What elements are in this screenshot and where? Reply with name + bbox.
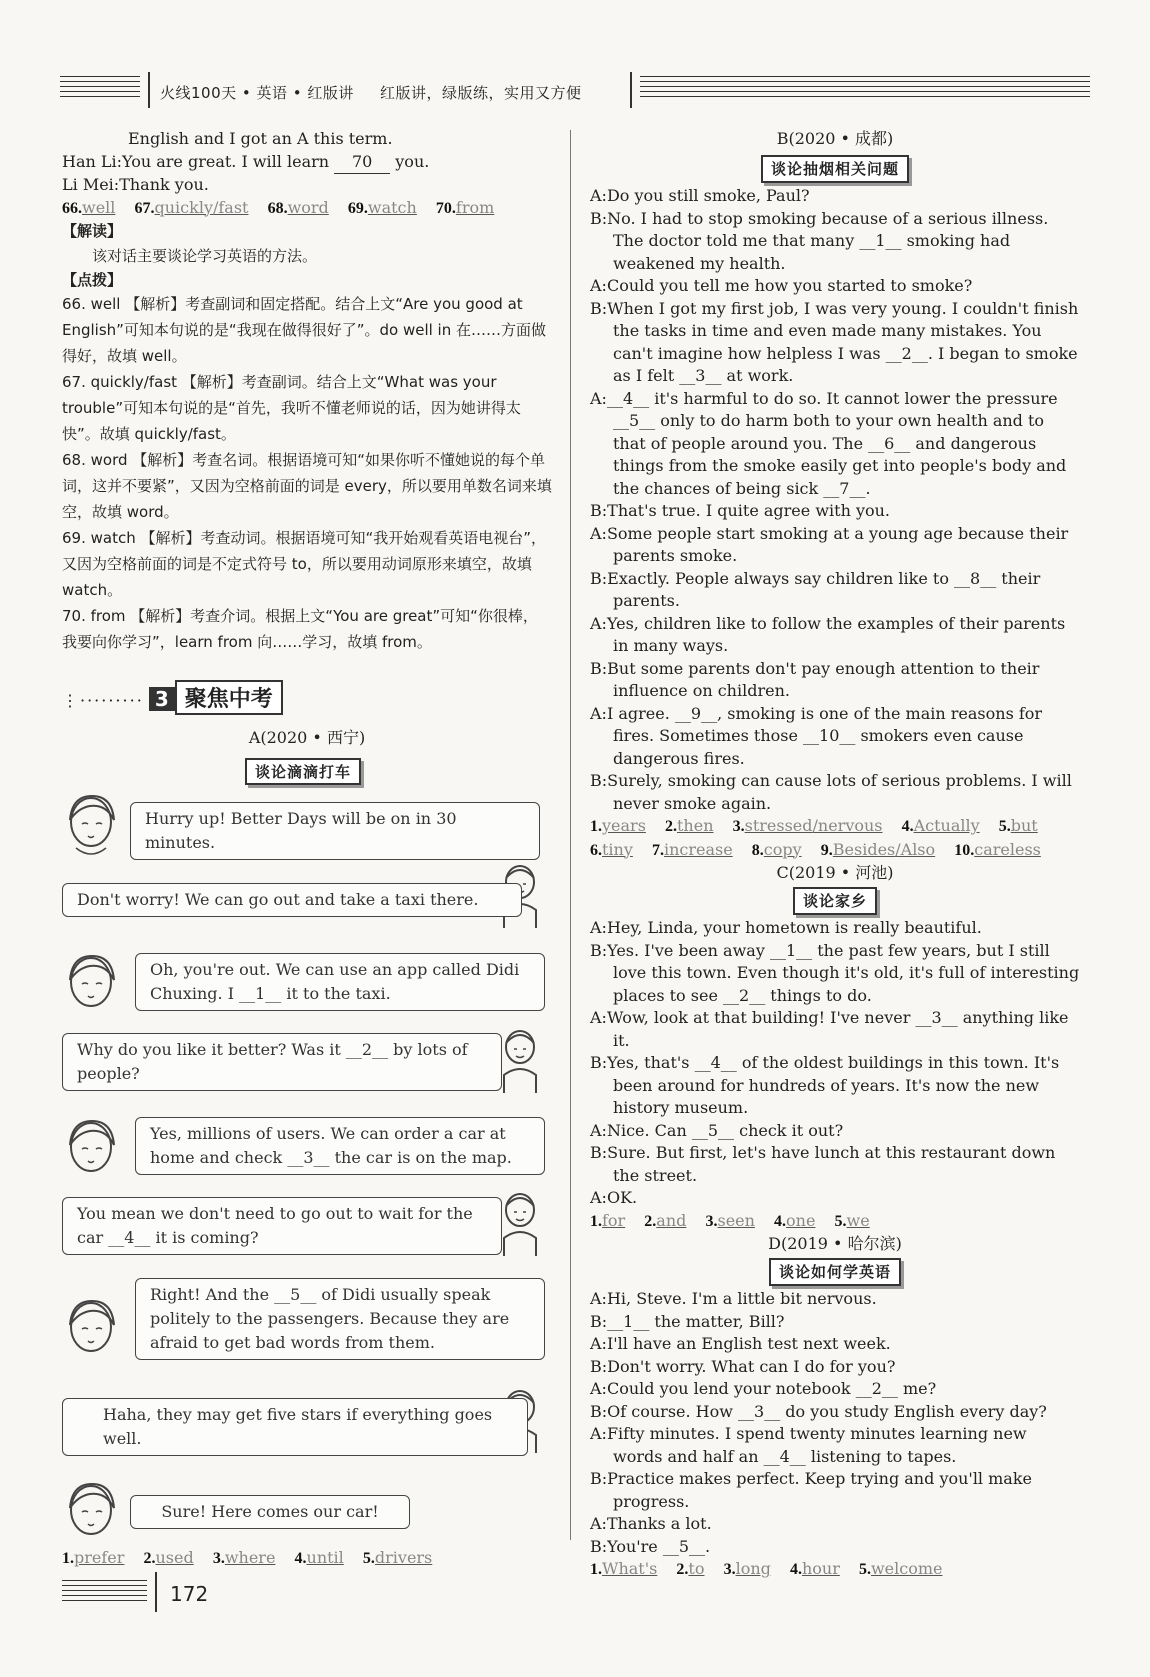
boy-avatar-icon — [496, 1025, 544, 1095]
dialog-line: English and I got an A this term. — [128, 129, 393, 148]
answer-row: 1.for 2.and 3.seen 4.one 5.we — [590, 1210, 870, 1230]
dialog-line: A:Some people start smoking at a young age because their parents smoke. — [590, 523, 1069, 565]
dialog-line: A:I'll have an English test next week. — [590, 1334, 891, 1353]
part-b-topic — [590, 155, 1080, 184]
dialog-text: Han Li:You are great. I will learn — [62, 151, 330, 171]
jiedu-label: 【解读】 — [62, 222, 123, 240]
dialog-line: B:__1__ the matter, Bill? — [590, 1311, 785, 1331]
dialog-line: A:Wow, look at that building! I've never __3__ anything like it. — [590, 1008, 1069, 1050]
answer: but — [1010, 816, 1038, 835]
answer: used — [155, 1548, 194, 1567]
dialog-line: B:Of course. How __3__ do you study English every day? — [590, 1401, 1047, 1421]
dialog-line: A:Hi, Steve. I'm a little bit nervous. — [590, 1289, 877, 1308]
explanation: 69. watch 【解析】考查动词。根据语境可知“我开始观看英语电视台”，又因为空格前面的词是不定式符号 to，所以要用动词原形来填空，故填 watch。 — [62, 529, 547, 599]
topic-box: 谈论家乡 — [793, 887, 877, 916]
speech-bubble: Haha, they may get five stars if everything goes well. — [62, 1398, 528, 1456]
speech-bubble: Hurry up! Better Days will be on in 30 minutes. — [130, 802, 540, 860]
dialog-line: A:Fifty minutes. I spend twenty minutes learning new words and half an __4__ listening to tapes. — [590, 1424, 1027, 1466]
dialog-line: B:Yes. I've been away __1__ the past few years, but I still love this town. Even though it's old, it's full of interesting places to see __2__ things to do. — [590, 940, 1080, 1005]
speech-bubble: Right! And the __5__ of Didi usually speak politely to the passengers. Because they are afraid to get bad words from them. — [135, 1278, 545, 1360]
part-a-answers: 1.prefer 2.used 3.where 4.until 5.drivers — [62, 1548, 433, 1567]
answer: then — [677, 816, 714, 835]
dialog-line: A:OK. — [590, 1188, 638, 1207]
dialog-line: B:Yes, that's __4__ of the oldest buildings in this town. It's been around for hundreds of years. It's now the new history museum. — [590, 1053, 1060, 1117]
section-number: 3 — [149, 687, 175, 711]
answer: quickly/fast — [154, 197, 249, 217]
speech-bubble: Why do you like it better? Was it __2__ by lots of people? — [62, 1033, 502, 1091]
girl-avatar-icon — [60, 1115, 122, 1185]
topic-box: 谈论抽烟相关问题 — [761, 155, 909, 184]
answer-row: 66.well 67.quickly/fast 68.word 69.watch 70.from — [62, 197, 495, 217]
answer: welcome — [870, 1559, 943, 1578]
part-b-heading: B(2020 • 成都) — [776, 129, 894, 148]
dialog-line: A:Could you lend your notebook __2__ me? — [590, 1379, 937, 1398]
girl-avatar-icon — [60, 950, 122, 1020]
answer: word — [287, 197, 329, 217]
footer-lines — [62, 1580, 147, 1605]
speech-bubble: Don't worry! We can go out and take a taxi there. — [62, 883, 522, 917]
answer: seen — [717, 1210, 755, 1230]
dialog-line: A:Yes, children like to follow the examples of their parents in many ways. — [590, 613, 1066, 655]
answer: Besides/Also — [832, 839, 936, 859]
topic-box: 谈论滴滴打车 — [245, 758, 361, 785]
answer: where — [224, 1548, 276, 1567]
part-d-heading: D(2019 • 哈尔滨) — [768, 1234, 902, 1253]
answer: stressed/nervous — [744, 816, 883, 835]
right-column — [590, 128, 1080, 1582]
dialog-line: A:Hey, Linda, your hometown is really beautiful. — [590, 918, 982, 937]
explanation: 66. well 【解析】考查副词和固定搭配。结合上文“Are you good at English”可知本句说的是“我现在做得很好了”。do well in 在……方面做得好，故填 well。 — [62, 295, 546, 365]
answer-row: 6.tiny 7.increase 8.copy 9.Besides/Also 10.careless — [590, 839, 1041, 859]
dialog-line: B:Don't worry. What can I do for you? — [590, 1356, 896, 1376]
answer-row: 1.years 2.then 3.stressed/nervous 4.Actually 5.but — [590, 816, 1038, 835]
answer: until — [306, 1548, 344, 1567]
answer: hour — [801, 1559, 840, 1578]
section-title: 聚焦中考 — [175, 680, 283, 715]
answer-row: 1.What's 2.to 3.long 4.hour 5.welcome — [590, 1559, 943, 1578]
header-slogan: 红版讲，绿版练，实用又方便 — [380, 84, 582, 102]
dialog-line: B:Sure. But first, let's have lunch at this restaurant down the street. — [590, 1143, 1056, 1185]
dialog-line: B:No. I had to stop smoking because of a serious illness. The doctor told me that many __1__ smoking had weakened my health. — [590, 208, 1049, 273]
girl-avatar-icon — [60, 1295, 122, 1365]
dialog-line: A:__4__ it's harmful to do so. It cannot lower the pressure __5__ only to do harm both to your own health and to that of people around you. The __6__ and dangerous things from the smoke easily get into people's body and the chances of being sick __7__. — [590, 388, 1067, 498]
dialog-line: B:That's true. I quite agree with you. — [590, 501, 891, 520]
girl-avatar-icon — [60, 1478, 122, 1548]
answer: one — [786, 1210, 816, 1230]
header-divider-right — [630, 72, 632, 108]
section-3-heading: ⋮········· 3 聚焦中考 — [62, 680, 283, 715]
speech-bubble: Yes, millions of users. We can order a car at home and check __3__ the car is on the map. — [135, 1117, 545, 1175]
explanation: 67. quickly/fast 【解析】考查副词。结合上文“What was your trouble”可知本句说的是“首先，我听不懂老师说的话，因为她讲得太快”。故填 quickly/fast。 — [62, 373, 521, 443]
part-a-topic — [245, 758, 361, 785]
answer: watch — [367, 197, 417, 217]
jiedu-text: 该对话主要谈论学习英语的方法。 — [92, 246, 318, 265]
dianbo-label: 【点拨】 — [62, 270, 123, 289]
answer: from — [455, 197, 495, 217]
explanation: 70. from 【解析】考查介词。根据上文“You are great”可知“你很棒，我要向你学习”，learn from 向……学习，故填 from。 — [62, 607, 538, 651]
answer: we — [846, 1210, 870, 1230]
answer: drivers — [374, 1548, 433, 1567]
part-c-heading: C(2019 • 河池) — [776, 863, 894, 882]
dialog-line: A:Do you still smoke, Paul? — [590, 186, 810, 205]
dialog-line: A:Could you tell me how you started to smoke? — [590, 276, 973, 295]
left-column-top — [62, 128, 552, 655]
answer: well — [82, 197, 116, 217]
answer: copy — [763, 839, 802, 859]
answer: prefer — [74, 1548, 125, 1567]
dialog-line: B:Exactly. People always say children like to __8__ their parents. — [590, 568, 1041, 610]
answer: Actually — [913, 816, 980, 835]
answer: for — [602, 1210, 626, 1230]
dialog-line: Li Mei:Thank you. — [62, 175, 209, 194]
answer: long — [735, 1559, 771, 1578]
blank-70: 70 — [334, 151, 390, 175]
part-c-topic — [590, 887, 1080, 916]
answer: to — [688, 1559, 705, 1578]
footer-divider — [155, 1572, 157, 1612]
explanation: 68. word 【解析】考查名词。根据语境可知“如果你听不懂她说的每个单词，这并不要紧”，又因为空格前面的词是 every，所以要用单数名词来填空，故填 word。 — [62, 451, 552, 521]
girl-avatar-icon — [60, 790, 122, 860]
dialog-line — [62, 151, 552, 175]
dialog-line: B:But some parents don't pay enough attention to their influence on children. — [590, 658, 1040, 700]
dialog-line: A:I agree. __9__, smoking is one of the main reasons for fires. Sometimes those __10__ smokers even cause dangerous fires. — [590, 703, 1043, 768]
dialog-line: B:Surely, smoking can cause lots of serious problems. I will never smoke again. — [590, 771, 1072, 813]
answer: tiny — [602, 839, 633, 859]
dialog-line: B:You're __5__. — [590, 1536, 711, 1556]
answer: What's — [602, 1559, 658, 1578]
answer: increase — [663, 839, 733, 859]
header-left-lines — [60, 76, 140, 101]
page-number: 172 — [170, 1582, 209, 1606]
topic-box: 谈论如何学英语 — [769, 1258, 901, 1287]
dialog-line: B:Practice makes perfect. Keep trying and you'll make progress. — [590, 1469, 1033, 1511]
book-title: 火线100天 • 英语 • 红版讲 — [160, 84, 354, 102]
dialog-line: B:When I got my first job, I was very young. I couldn't finish the tasks in time and even made many mistakes. You can't imagine how helpless I was __2__. I began to smoke as I felt __3__ at work. — [590, 298, 1079, 385]
part-a-heading: A(2020 • 西宁) — [248, 728, 366, 747]
dialog-line: A:Nice. Can __5__ check it out? — [590, 1120, 844, 1140]
answer: and — [656, 1210, 687, 1230]
part-d-topic — [590, 1258, 1080, 1287]
header-right-lines — [640, 76, 1090, 101]
speech-bubble: You mean we don't need to go out to wait for the car __4__ it is coming? — [62, 1197, 502, 1255]
dialog-text: you. — [395, 151, 430, 171]
answer: careless — [974, 839, 1041, 859]
column-divider — [570, 130, 571, 1540]
header-divider-left — [148, 72, 150, 108]
answer: years — [602, 816, 646, 835]
dialog-line: A:Thanks a lot. — [590, 1514, 712, 1533]
speech-bubble: Sure! Here comes our car! — [130, 1495, 410, 1529]
boy-avatar-icon — [496, 1188, 544, 1258]
speech-bubble: Oh, you're out. We can use an app called Didi Chuxing. I __1__ it to the taxi. — [135, 953, 545, 1011]
